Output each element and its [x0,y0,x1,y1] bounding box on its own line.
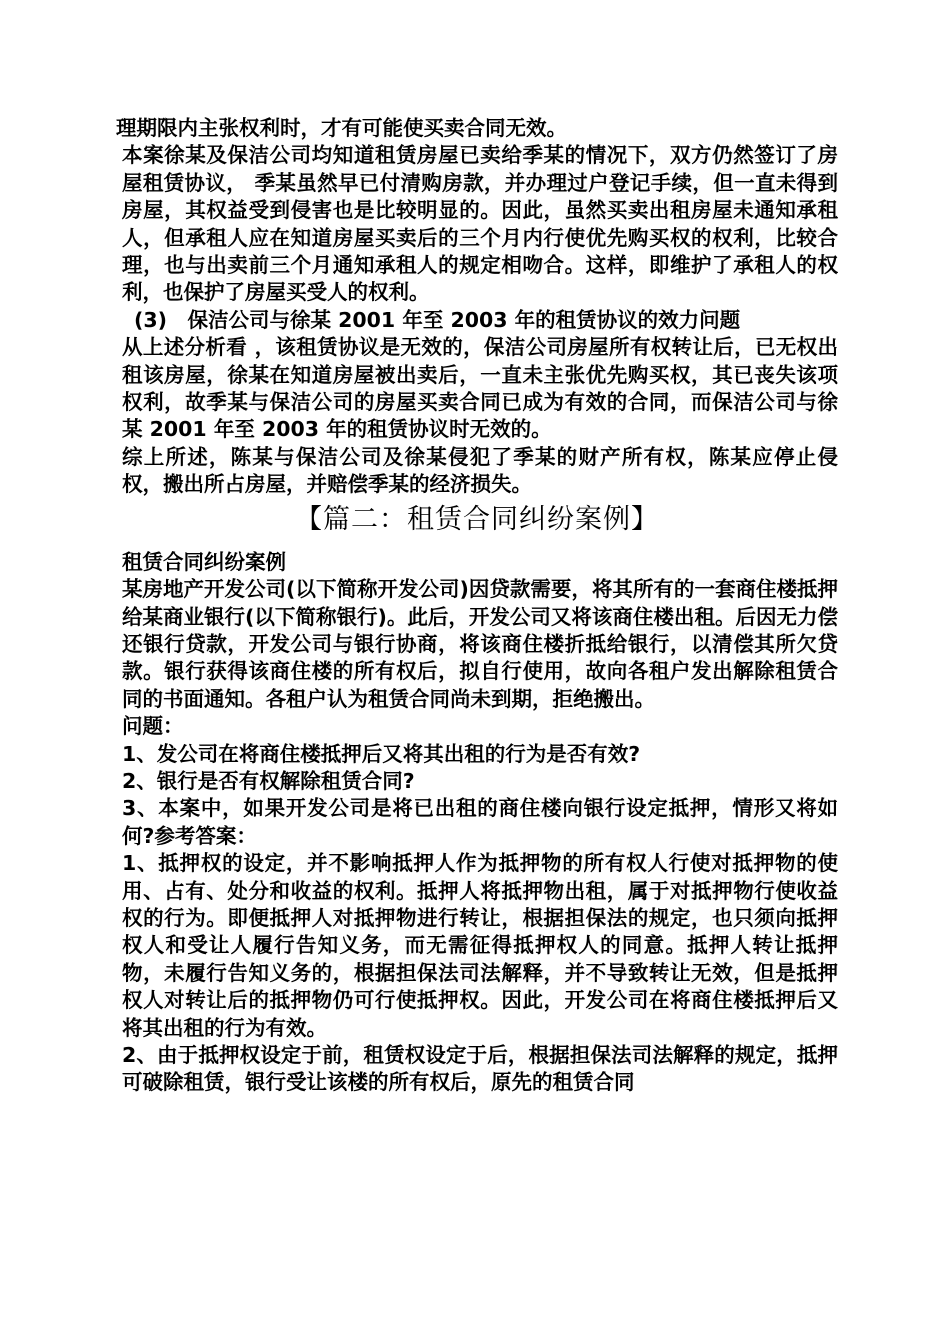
subheading-point-3: (3) 保洁公司与徐某 2001 年至 2003 年的租赁协议的效力问题 [134,307,741,332]
paragraph-analysis: 本案徐某及保洁公司均知道租赁房屋已卖给季某的情况下，双方仍然签订了房屋租赁协议， 季某虽然早已付清购房款，并办理过户登记手续，但一直未得到房屋，其权益受到侵害也是比较明显的。因此，虽然买卖出租房屋未通知承租人，但承租人应在知道房屋买卖后的三个月内行使优先购买权的权利，比较合理，也与出卖前三个月通知承租人的规定相吻合。这样，即维护了承租人的权利，也保护了房屋买受人的权利。 [122,143,838,305]
paragraph-conclusion: 综上所述，陈某与保洁公司及徐某侵犯了季某的财产所有权，陈某应停止侵权，搬出所占房屋，并赔偿季某的经济损失。 [122,444,838,497]
paragraph-validity: 从上述分析看 ，该租赁协议是无效的，保洁公司房屋所有权转让后，已无权出租该房屋，徐某在知道房屋被出卖后，一直未主张优先购买权，其已丧失该项权利，故季某与保洁公司的房屋买卖合同已成为有效的合同，而保洁公司与徐某 2001 年至 2003 年的租赁协议时无效的。 [122,335,838,442]
case-title: 租赁合同纠纷案例 [122,549,286,574]
answer-2: 2、由于抵押权设定于前，租赁权设定于后，根据担保法司法解释的规定，抵押可破除租赁，银行受让该楼的所有权后，原先的租赁合同 [122,1043,838,1095]
question-2: 2、银行是否有权解除租赁合同? [122,768,415,793]
paragraph-continuation: 理期限内主张权利时，才有可能使买卖合同无效。 [116,116,567,140]
answer-1: 1、抵押权的设定，并不影响抵押人作为抵押物的所有权人行使对抵押物的使用、占有、处分和收益的权利。抵押人将抵押物出租，属于对抵押物行使收益权的行为。即便抵押人对抵押物进行转让，根据担保法的规定，也只须向抵押权人和受让人履行告知义务，而无需征得抵押权人的同意。抵押人转让抵押物，未履行告知义务的，根据担保法司法解释，并不导致转让无效，但是抵押权人对转让后的抵押物仍可行使抵押权。因此，开发公司在将商住楼抵押后又将其出租的行为有效。 [122,851,838,1040]
document-body [116,115,838,1097]
questions-label: 问题： [122,714,184,739]
section-title: 【篇二：租赁合同纠纷案例】 [295,503,659,535]
case-facts: 某房地产开发公司(以下简称开发公司)因贷款需要，将其所有的一套商住楼抵押给某商业银行(以下简称银行)。此后，开发公司又将该商住楼出租。后因无力偿还银行贷款，开发公司与银行协商，将该商住楼折抵给银行，以清偿其所欠贷款。银行获得该商住楼的所有权后，拟自行使用，故向各租户发出解除租赁合同的书面通知。各租户认为租赁合同尚未到期，拒绝搬出。 [122,577,838,711]
question-3: 3、本案中，如果开发公司是将已出租的商住楼向银行设定抵押，情形又将如何?参考答案： [122,796,838,848]
question-1: 1、发公司在将商住楼抵押后又将其出租的行为是否有效? [122,741,641,766]
